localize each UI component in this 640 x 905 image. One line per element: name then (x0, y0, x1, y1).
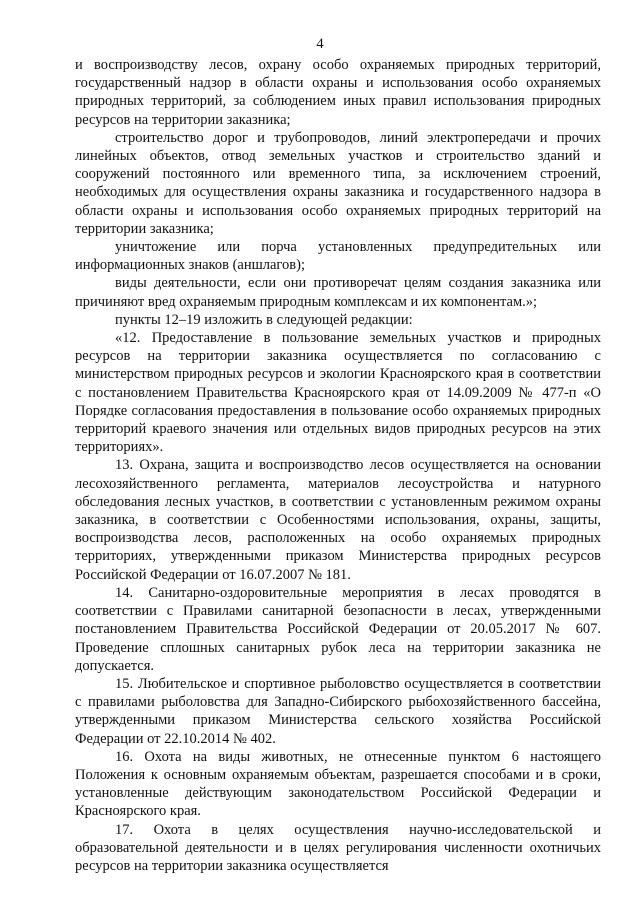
paragraph-item-12: «12. Предоставление в пользование земельных участков и природных ресурсов на территории заказника осуществляется по согласованию с министерством природных ресурсов и экологии Красноярского края в соответствии с постановлением Правительства Красноярского края от 14.09.2009 № 477-п «О Порядке согласования предоставления в пользование особо охраняемых природных территорий краевого значения или отдельных видов природных ресурсов на этих территориях». (75, 330, 601, 456)
paragraph-item-13: 13. Охрана, защита и воспроизводство лесов осуществляется на основании лесохозяйственного регламента, материалов лесоустройства и натурного обследования лесных участков, в соответствии с установленным режимом охраны заказника, в соответствии с Особенностями использования, охраны, защиты, воспроизводства лесов, расположенных на особо охраняемых природных территориях, утвержденными приказом Министерства природных ресурсов Российской Федерации от 16.07.2007 № 181. (75, 457, 601, 583)
document-body (75, 56, 601, 875)
paragraph-item-15: 15. Любительское и спортивное рыболовство осуществляется в соответствии с правилами рыболовства для Западно-Сибирского рыбохозяйственного бассейна, утвержденными приказом Министерства сельского хозяйства Российской Федерации от 22.10.2014 № 402. (75, 675, 601, 747)
paragraph-item-17: 17. Охота в целях осуществления научно-исследовательской и образовательной деятельности и в целях регулирования численности охотничьих ресурсов на территории заказника осуществляется (75, 821, 601, 874)
paragraph-item-14: 14. Санитарно-оздоровительные мероприятия в лесах проводятся в соответствии с Правилами санитарной безопасности в лесах, утвержденными постановлением Правительства Российской Федерации от 20.05.2017 № 607. Проведение сплошных санитарных рубок леса на территории заказника не допускается. (75, 584, 601, 674)
paragraph-signs-destruction: уничтожение или порча установленных предупредительных или информационных знаков (аншлагов); (75, 239, 601, 274)
paragraph-continuation: и воспроизводству лесов, охрану особо охраняемых природных территорий, государственный надзор в области охраны и использования особо охраняемых природных территорий, за соблюдением иных правил использования природных ресурсов на территории заказника; (75, 57, 601, 128)
paragraph-item-16: 16. Охота на виды животных, не отнесенные пунктом 6 настоящего Положения к основным охраняемым объектам, разрешается способами и в сроки, установленные действующим законодательством Российской Федерации и Красноярского края. (75, 748, 601, 820)
paragraph-points-intro: пункты 12–19 изложить в следующей редакции: (115, 311, 413, 328)
paragraph-road-construction: строительство дорог и трубопроводов, линий электропередачи и прочих линейных объектов, отвод земельных участков и строительство зданий и сооружений постоянного или временного типа, за исключением строений, необходимых для осуществления охраны заказника и государственного надзора в области охраны и использования особо охраняемых природных территорий на территории заказника; (75, 129, 601, 237)
page-number: 4 (316, 36, 324, 52)
paragraph-activities: виды деятельности, если они противоречат целям создания заказника или причиняют вред охраняемым природным комплексам и их компонентам.»; (75, 275, 601, 310)
